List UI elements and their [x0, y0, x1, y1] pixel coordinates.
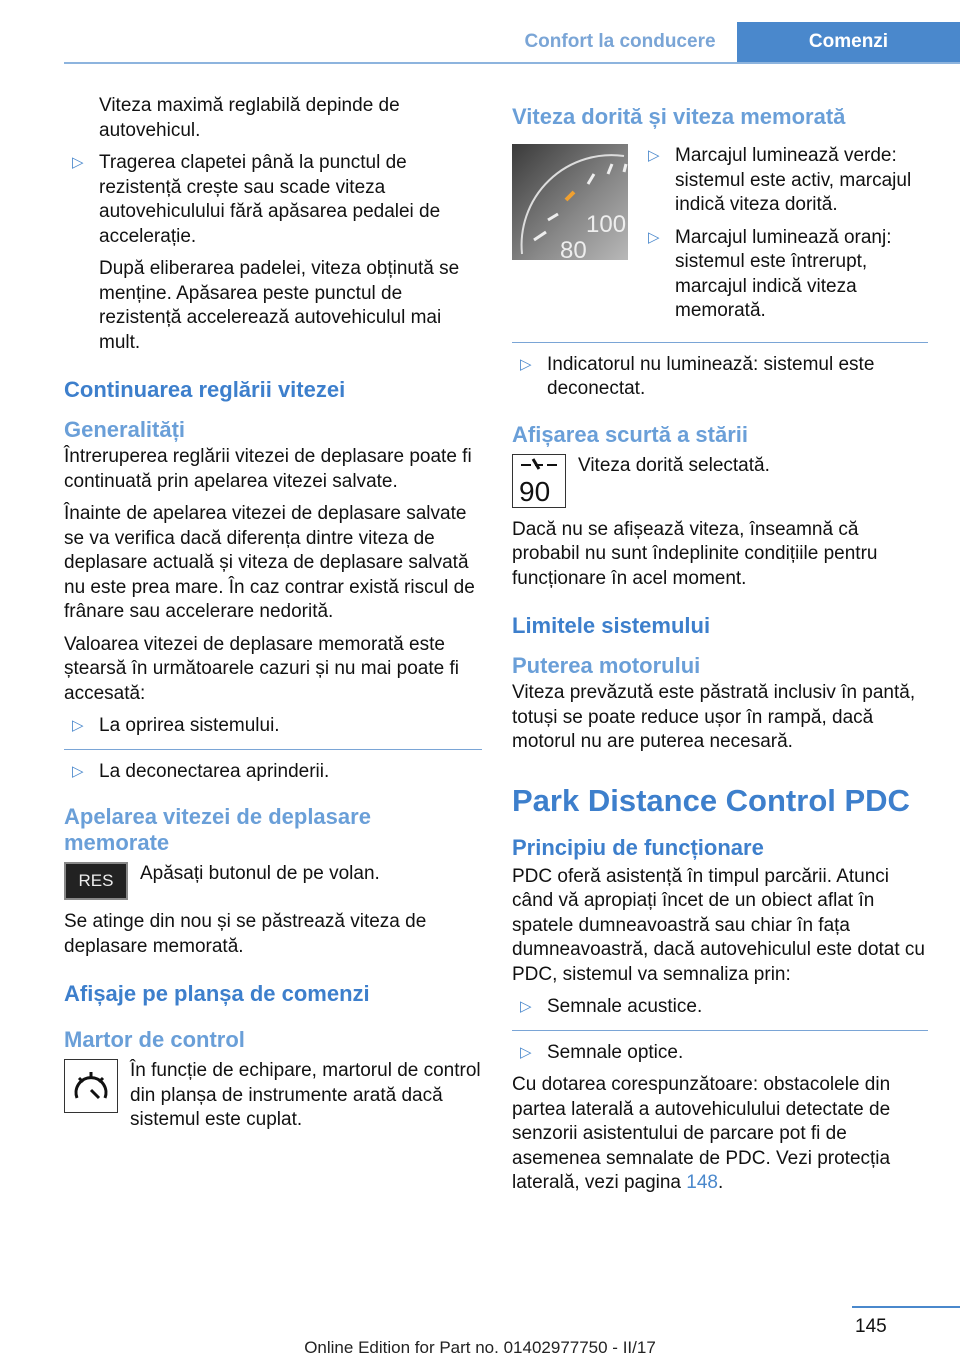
paragraph: Se atinge din nou și se păstrează viteza de deplasare memorată.	[64, 911, 427, 957]
gauge-label-100: 100	[586, 211, 627, 238]
heading-continue: Continuarea reglării vitezei	[64, 377, 346, 402]
heading-pdc: Park Distance Control PDC	[512, 782, 910, 818]
speed-display-icon	[512, 454, 566, 508]
heading-limits: Limitele sistemului	[512, 613, 711, 638]
triangle-bullet-icon: ▷	[648, 228, 660, 246]
speedometer-icon	[512, 144, 628, 260]
footer-rule	[852, 1306, 960, 1308]
page-number: 145	[855, 1316, 887, 1337]
res-text: Apăsați butonul de pe volan.	[140, 863, 380, 884]
short-text: Viteza dorită selectată.	[578, 454, 770, 476]
paragraph: Întreruperea reglării vitezei de deplasare poate fi continuată prin apelarea vitezei salvate.	[64, 446, 472, 492]
right-column	[512, 94, 928, 1204]
triangle-bullet-icon: ▷	[520, 998, 532, 1015]
list-item: ▷ La oprirea sistemului.	[64, 714, 482, 739]
paragraph: Înainte de apelarea vitezei de deplasare salvate se va verifica dacă diferența dintre viteza de deplasare actuală și viteza de deplasare salvată nu este prea mare. În caz contrar există riscul de frânare sau accelerare nedorită.	[64, 503, 475, 622]
gauge-list	[640, 144, 928, 332]
list-item: ▷ Tragerea clapetei până la punctul de rezistență crește sau scade viteza autovehiculului fără apăsarea pedalei de accelerație.	[72, 152, 441, 247]
page-link[interactable]: 148	[686, 1172, 718, 1193]
paragraph: Cu dotarea corespunzătoare: obstacolele din partea laterală a autovehiculului detectate de senzorii asistentului de parcare pot fi de asemenea semnalate de PDC. Vezi protecția laterală, vezi pagina 148.	[512, 1074, 891, 1193]
gauge-label-80: 80	[560, 237, 587, 260]
heading-power: Puterea motorului	[512, 653, 701, 678]
short-row	[512, 454, 928, 508]
header-chapter: Comenzi	[737, 22, 960, 62]
paragraph: Valoarea vitezei de deplasare memorată este ștearsă în următoarele cazuri și nu mai poate fi accesată:	[64, 633, 459, 704]
speed-value: 90	[519, 475, 551, 507]
paragraph: După eliberarea padelei, viteza obținută se menține. Apăsarea peste punctul de rezistență accelerează autovehiculul mai mult.	[99, 258, 460, 353]
heading-display: Afișaje pe planșa de comenzi	[64, 981, 370, 1006]
triangle-bullet-icon: ▷	[72, 154, 84, 171]
heading-recall: Apelarea vitezei de deplasare memorate	[64, 804, 371, 855]
list-item: ▷ Semnale acustice.	[512, 995, 928, 1020]
list-divider	[512, 342, 928, 343]
header-rule	[64, 62, 960, 64]
paragraph: Viteza maximă reglabilă depinde de autovehicul.	[99, 95, 400, 141]
indicator-row	[64, 1059, 482, 1133]
heading-short: Afișarea scurtă a stării	[512, 421, 749, 447]
gauge-row	[512, 144, 928, 332]
indicator-text: În funcție de echipare, martorul de control din planșa de instrumente arată dacă sistemul este cuplat.	[130, 1060, 481, 1130]
heading-general: Generalități	[64, 417, 186, 442]
res-row	[64, 862, 482, 900]
paragraph: PDC oferă asistență în timpul parcării. Atunci când vă apropiați încet de un obiect aflat în spatele dumneavoastră sau chiar în fața dumneavoastră, dacă autovehiculul este dotat cu PDC, sistemul va semnaliza prin:	[512, 865, 925, 985]
header-section: Confort la conducere	[524, 31, 716, 52]
triangle-bullet-icon: ▷	[520, 355, 532, 373]
left-column	[64, 94, 482, 1143]
paragraph: Viteza prevăzută este păstrată inclusiv în pantă, totuși se poate reduce ușor în rampă, dacă motorul nu are puterea necesară.	[512, 682, 916, 752]
footer-text: Online Edition for Part no. 01402977750 - II/17	[304, 1338, 656, 1357]
heading-principle: Principiu de funcționare	[512, 834, 764, 860]
list-item: ▷ Indicatorul nu luminează: sistemul este deconectat.	[520, 353, 875, 399]
paragraph: Dacă nu se afișează viteza, înseamnă că probabil nu sunt îndeplinite condițiile pentru funcționare în acel moment.	[512, 518, 878, 589]
triangle-bullet-icon: ▷	[520, 1043, 532, 1061]
triangle-bullet-icon: ▷	[72, 717, 84, 734]
heading-speed: Viteza dorită și viteza memorată	[512, 104, 846, 129]
list-item: ▷ La deconectarea aprinderii.	[64, 760, 482, 785]
cruise-control-icon	[64, 1059, 118, 1113]
list-item: ▷ Marcajul luminează verde: sistemul este activ, marcajul indică viteza dorită.	[648, 145, 912, 215]
list-divider	[64, 749, 482, 750]
triangle-bullet-icon: ▷	[648, 147, 660, 164]
list-divider	[512, 1030, 928, 1031]
list-item: ▷ Semnale optice.	[512, 1041, 928, 1066]
heading-indicator: Martor de control	[64, 1027, 245, 1052]
list-item: ▷ Marcajul luminează oranj: sistemul este întrerupt, marcajul indică viteza memorată.	[648, 226, 892, 321]
triangle-bullet-icon: ▷	[72, 762, 84, 780]
res-button-icon: RES	[64, 862, 128, 900]
